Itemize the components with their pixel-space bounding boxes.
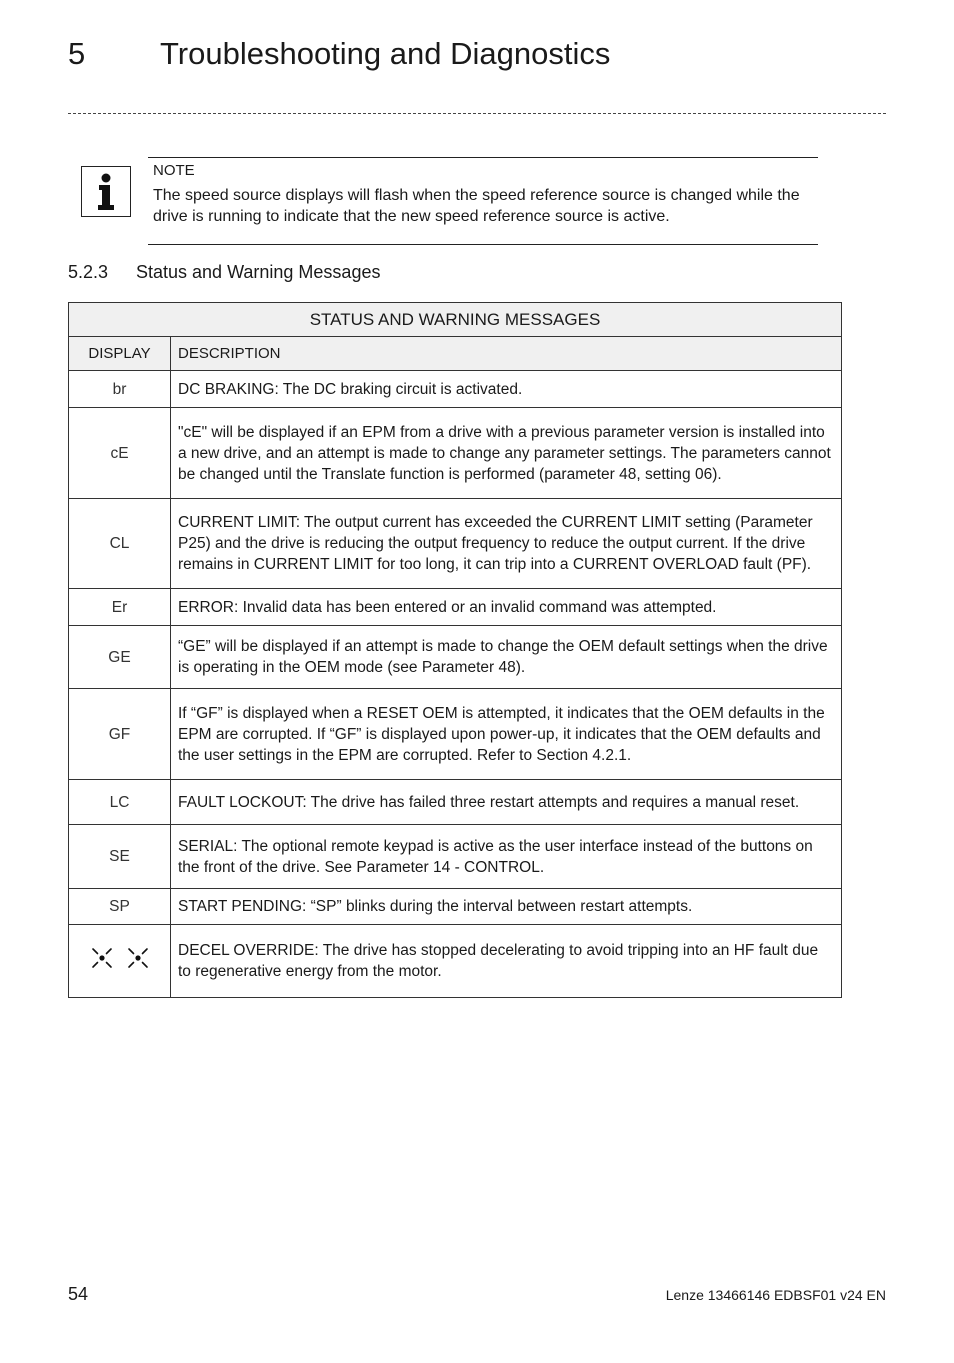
description-cell: CURRENT LIMIT: The output current has exceeded the CURRENT LIMIT setting (Parameter P25) and the drive is reducing the output frequency to reduce the output current. If the drive remains in CURRENT LIMIT for too long, it can trip into a CURRENT OVERLOAD fault (PF).	[171, 499, 842, 589]
table-row	[69, 689, 842, 780]
description-cell: FAULT LOCKOUT: The drive has failed three restart attempts and requires a manual reset.	[171, 780, 842, 825]
table-title: STATUS AND WARNING MESSAGES	[69, 303, 842, 337]
table-row	[69, 825, 842, 889]
display-code: SP	[69, 889, 171, 925]
section-number: 5.2.3	[68, 262, 109, 282]
display-code	[69, 925, 171, 998]
display-code: br	[69, 371, 171, 408]
description-cell: SERIAL: The optional remote keypad is active as the user interface instead of the buttons on the front of the drive. See Parameter 14 - CONTROL.	[171, 825, 842, 889]
description-cell: “GE” will be displayed if an attempt is made to change the OEM default settings when the drive is operating in the OEM mode (see Parameter 48).	[171, 626, 842, 689]
status-messages-table	[68, 302, 842, 998]
header-divider	[68, 113, 886, 114]
flashing-dots-icon	[88, 945, 152, 971]
table-row	[69, 626, 842, 689]
table-row	[69, 499, 842, 589]
section-heading	[68, 262, 380, 283]
description-cell: DC BRAKING: The DC braking circuit is activated.	[171, 371, 842, 408]
display-code: GF	[69, 689, 171, 780]
table-row	[69, 889, 842, 925]
page-number: 54	[68, 1284, 89, 1304]
table-row	[69, 371, 842, 408]
display-code: LC	[69, 780, 171, 825]
note-text: The speed source displays will flash when the speed reference source is changed while the drive is running to indicate that the new speed reference source is active.	[153, 187, 800, 225]
table-row	[69, 589, 842, 626]
display-code: SE	[69, 825, 171, 889]
description-cell: "cE" will be displayed if an EPM from a drive with a previous parameter version is installed into a new drive, and an attempt is made to change any parameter settings. The parameters cannot be changed until the Translate function is performed (parameter 48, setting 06).	[171, 408, 842, 499]
note-box	[148, 157, 818, 245]
description-cell: If “GF” is displayed when a RESET OEM is attempted, it indicates that the OEM defaults in the EPM are corrupted. If “GF” is displayed upon power-up, it indicates that the OEM defaults and the user settings in the EPM are corrupted. Refer to Section 4.2.1.	[171, 689, 842, 780]
table-row	[69, 925, 842, 998]
chapter-title: Troubleshooting and Diagnostics	[160, 36, 611, 71]
description-cell: ERROR: Invalid data has been entered or an invalid command was attempted.	[171, 589, 842, 626]
note-label: NOTE	[153, 162, 195, 179]
table-title-row	[69, 303, 842, 337]
description-cell: START PENDING: “SP” blinks during the interval between restart attempts.	[171, 889, 842, 925]
table-row	[69, 780, 842, 825]
display-code: Er	[69, 589, 171, 626]
display-code: GE	[69, 626, 171, 689]
description-cell: DECEL OVERRIDE: The drive has stopped decelerating to avoid tripping into an HF fault due to regenerative energy from the motor.	[171, 925, 842, 998]
info-icon	[81, 166, 131, 217]
chapter-number: 5	[68, 36, 86, 71]
table-row	[69, 408, 842, 499]
display-code: cE	[69, 408, 171, 499]
section-title: Status and Warning Messages	[136, 262, 381, 282]
column-header-display: DISPLAY	[69, 337, 171, 371]
document-id: Lenze 13466146 EDBSF01 v24 EN	[665, 1287, 886, 1303]
column-header-description: DESCRIPTION	[171, 337, 842, 371]
display-code: CL	[69, 499, 171, 589]
table-header-row	[69, 337, 842, 371]
